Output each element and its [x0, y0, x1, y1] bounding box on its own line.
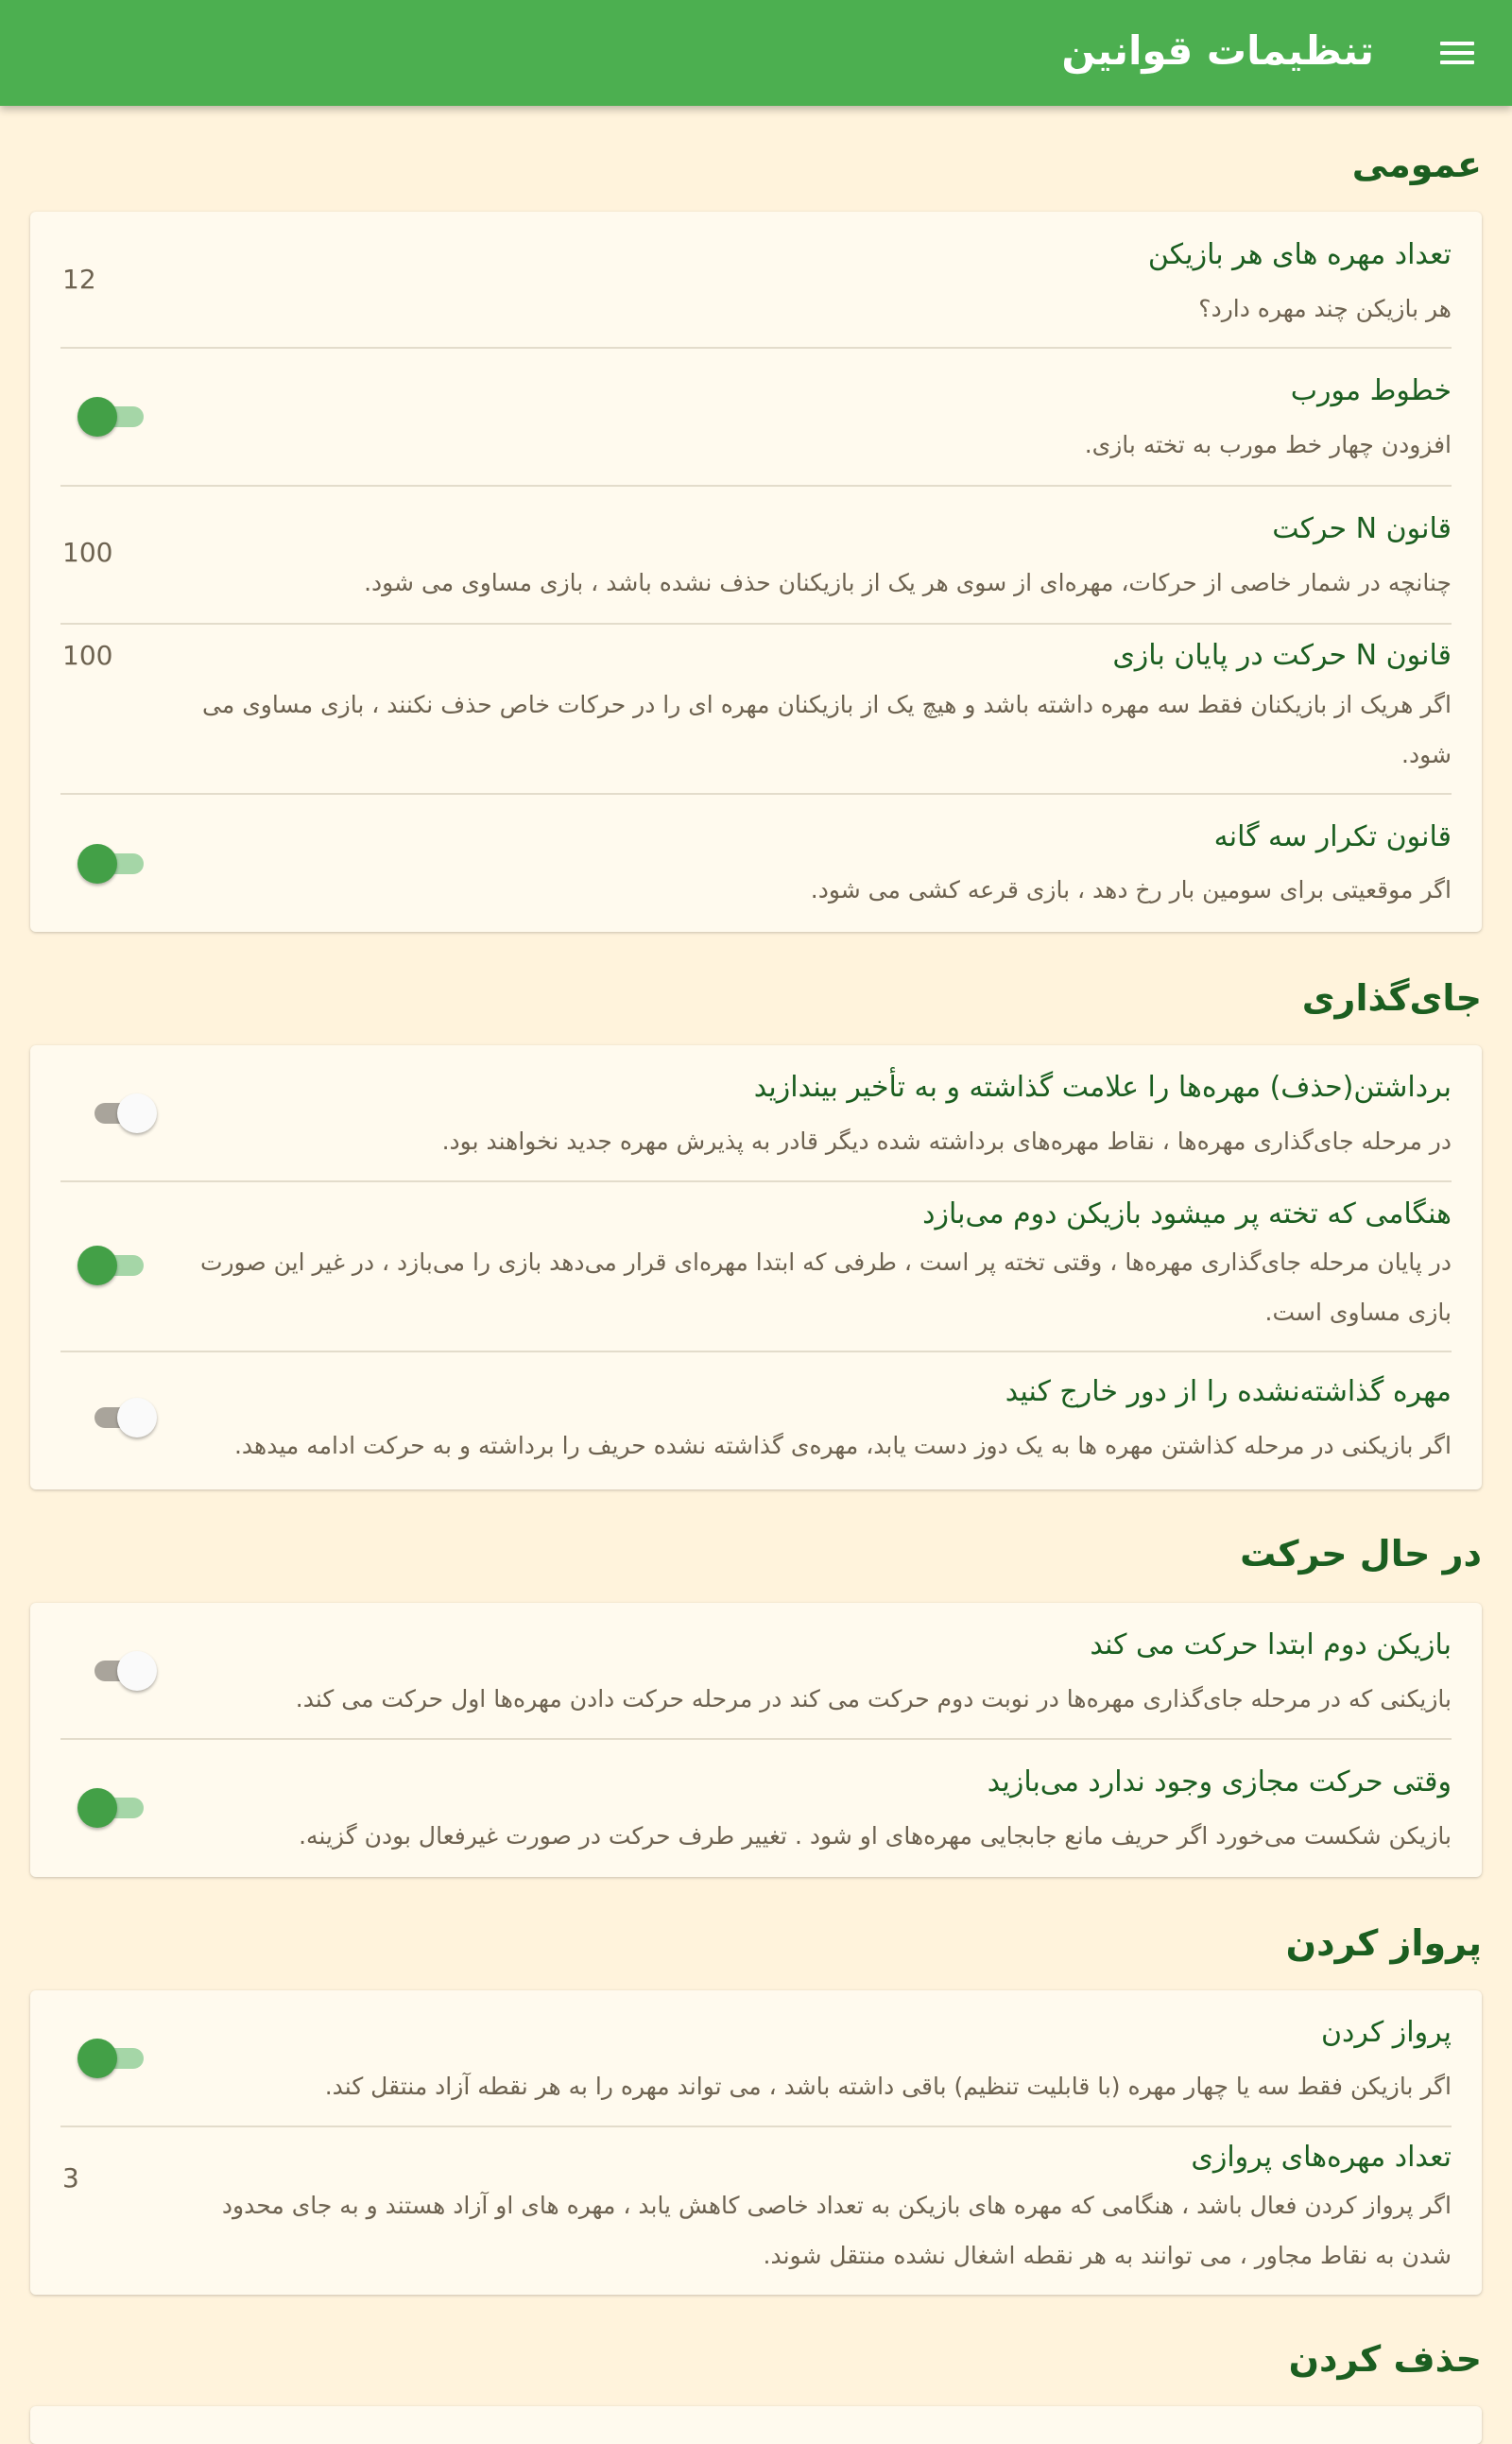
section-header-flying: پرواز کردن: [1285, 1922, 1482, 1964]
section-header-removing: حذف کردن: [1288, 2338, 1482, 2380]
setting-mark-and-delay-removal[interactable]: [60, 1045, 1452, 1182]
setting-summary: در پایان مرحله جای‌گذاری مهره‌ها ، وقتی تخته پر است ، طرفی که ابتدا مهره‌ای قرار می‌دهد بازی را می‌بازد ، در غیر این صورت بازی مساوی است.: [199, 1248, 1452, 1326]
setting-summary: چنانچه در شمار خاصی از حرکات، مهره‌ای از سوی هر یک از بازیکنان حذف نشده باشد ، بازی مساوی می شود.: [364, 569, 1452, 596]
setting-summary: افزودن چهار خط مورب به تخته بازی.: [1084, 431, 1452, 458]
setting-second-player-moves-first[interactable]: [60, 1603, 1452, 1740]
setting-title: قانون N حرکت در پایان بازی: [1112, 639, 1452, 672]
setting-board-full-second-loses[interactable]: [60, 1182, 1452, 1352]
setting-endgame-n-move-rule[interactable]: [60, 625, 1452, 795]
setting-remove-unplaced-piece[interactable]: [60, 1352, 1452, 1489]
setting-title: پرواز کردن: [1321, 2016, 1452, 2049]
setting-threefold-repetition[interactable]: [60, 795, 1452, 932]
setting-summary: هر بازیکن چند مهره دارد؟: [1198, 295, 1452, 322]
setting-title: قانون N حرکت: [1272, 512, 1452, 545]
setting-flying-pieces-count[interactable]: [60, 2127, 1452, 2295]
setting-summary: اگر بازیکنی در مرحله کذاشتن مهره ها به یک دوز دست یابد، مهره‌ی گذاشته نشده حریف را برداشته و به حرکت ادامه میدهد.: [233, 1432, 1452, 1459]
card-flying: [30, 1990, 1482, 2295]
section-header-moving: در حال حرکت: [1240, 1533, 1482, 1575]
card-general: [30, 212, 1482, 932]
setting-summary: اگر بازیکن فقط سه یا چهار مهره (با قابلیت تنظیم) باقی داشته باشد ، می تواند مهره را به هر نقطه آزاد منتقل کند.: [324, 2073, 1452, 2100]
card-placing: [30, 1045, 1482, 1489]
second-player-moves-first-toggle[interactable]: [77, 1646, 153, 1695]
setting-summary: بازیکنی که در مرحله جای‌گذاری مهره‌ها در نوبت دوم حرکت می کند در مرحله حرکت دادن مهره‌ها اول حرکت می کند.: [295, 1685, 1452, 1713]
setting-pieces-count[interactable]: [60, 212, 1452, 349]
setting-title: وقتی حرکت مجازی وجود ندارد می‌بازید: [987, 1765, 1452, 1799]
setting-may-fly[interactable]: [60, 1990, 1452, 2127]
setting-summary: اگر پرواز کردن فعال باشد ، هنگامی که مهره های بازیکن به تعداد خاصی کاهش یابد ، مهره های او آزاد هستند و به جای محدود شدن به نقاط مجاور ، می توانند به هر نقطه اشغال نشده منتقل شوند.: [221, 2192, 1452, 2269]
card-moving: [30, 1603, 1482, 1877]
section-header-placing: جای‌گذاری: [1301, 977, 1482, 1019]
setting-title: هنگامی که تخته پر میشود بازیکن دوم می‌بازد: [922, 1197, 1452, 1231]
no-legal-move-loses-toggle[interactable]: [77, 1783, 153, 1833]
menu-icon[interactable]: [1436, 36, 1478, 70]
remove-unplaced-piece-toggle[interactable]: [77, 1393, 153, 1442]
setting-value: 12: [62, 264, 96, 295]
setting-title: قانون تکرار سه گانه: [1213, 820, 1452, 853]
setting-title: برداشتن(حذف) مهره‌ها را علامت گذاشته و به تأخیر بیندازید: [753, 1071, 1452, 1104]
setting-title: تعداد مهره های هر بازیکن: [1147, 238, 1452, 271]
may-fly-toggle[interactable]: [77, 2034, 153, 2083]
setting-value: 100: [62, 640, 113, 671]
setting-summary: بازیکن شکست می‌خورد اگر حریف مانع جابجایی مهره‌های او شود . تغییر طرف حرکت در صورت غیرفعال بودن گزینه.: [299, 1822, 1452, 1850]
setting-title: خطوط مورب: [1290, 374, 1452, 407]
setting-n-move-rule[interactable]: [60, 487, 1452, 625]
setting-title: مهره گذاشته‌نشده را از دور خارج کنید: [1005, 1375, 1452, 1408]
setting-no-legal-move-loses[interactable]: [60, 1740, 1452, 1877]
section-header-general: عمومی: [1351, 144, 1482, 185]
setting-summary: در مرحله جای‌گذاری مهره‌ها ، نقاط مهره‌های برداشته شده دیگر قادر به پذیرش مهره جدید نخواهند بود.: [441, 1127, 1452, 1155]
setting-value: 3: [62, 2162, 79, 2194]
setting-title: تعداد مهره‌های پروازی: [1191, 2141, 1452, 2174]
threefold-repetition-toggle[interactable]: [77, 839, 153, 888]
setting-title: بازیکن دوم ابتدا حرکت می کند: [1090, 1628, 1452, 1661]
page-title: تنظیمات قوانین: [1061, 27, 1374, 74]
board-full-second-loses-toggle[interactable]: [77, 1241, 153, 1290]
diagonal-lines-toggle[interactable]: [77, 392, 153, 441]
mark-and-delay-removal-toggle[interactable]: [77, 1089, 153, 1138]
setting-summary: اگر موقعیتی برای سومین بار رخ دهد ، بازی قرعه کشی می شود.: [810, 876, 1452, 904]
setting-value: 100: [62, 537, 113, 568]
app-bar: [0, 0, 1512, 106]
card-removing: [30, 2406, 1482, 2444]
setting-summary: اگر هریک از بازیکنان فقط سه مهره داشته باشد و هیچ یک از بازیکنان مهره ای را در حرکات خاص حذف نکنند ، بازی مساوی می شود.: [202, 691, 1452, 768]
setting-diagonal-lines[interactable]: [60, 349, 1452, 487]
